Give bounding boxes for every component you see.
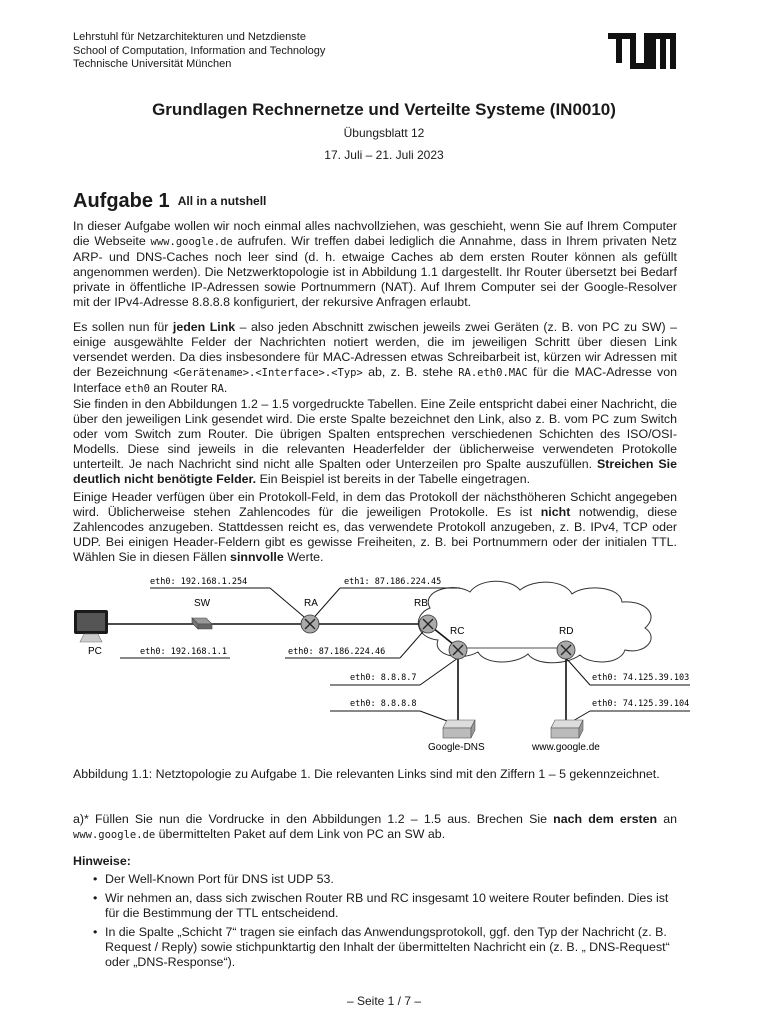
rb-label: RB: [414, 598, 428, 609]
sheet-number: Übungsblatt 12: [343, 126, 425, 140]
router-rd-icon: [557, 641, 575, 659]
ra-label: RA: [304, 598, 318, 609]
chair-name: Lehrstuhl für Netzarchitekturen und Netzdienste: [73, 31, 306, 43]
sheet-dates: 17. Juli – 21. Juli 2023: [324, 148, 444, 162]
rb-eth1-address: eth1: 87.186.224.45: [344, 577, 442, 587]
pc-label: PC: [88, 646, 102, 657]
tum-logo: [608, 33, 676, 69]
task-heading: [73, 190, 266, 213]
institution-header: [73, 31, 325, 72]
hints-list: [93, 872, 677, 974]
rd-label: RD: [559, 626, 574, 637]
dns-server-label: Google-DNS: [428, 742, 485, 753]
router-rc-icon: [449, 641, 467, 659]
router-rb-icon: [419, 615, 437, 633]
ra-eth0-address: eth0: 192.168.1.254: [150, 577, 248, 587]
hint-item: • In die Spalte „Schicht 7“ tragen sie einfach das Anwendungsprotokoll, ggf. den Typ der Nachricht (z. B. Request / Reply) sowie stichpunktartig den Inhalt der übermittelten Nachricht ein (z. B. „ DNS-Request“ oder „DNS-Response“).: [93, 925, 677, 970]
code-domain: www.google.de: [150, 236, 233, 248]
pc-monitor-icon: [74, 610, 108, 642]
school-name: School of Computation, Information and Technology: [73, 44, 326, 57]
web-eth0-address-a: eth0: 74.125.39.103: [592, 673, 690, 683]
question-a: a)* Füllen Sie nun die Vordrucke in den Abbildungen 1.2 – 1.5 aus. Brechen Sie nach dem ersten an www.google.de übermittelten Paket auf dem Link von PC an SW ab.: [73, 812, 677, 841]
web-server-label: www.google.de: [532, 742, 600, 753]
figure-caption: Abbildung 1.1: Netztopologie zu Aufgabe 1. Die relevanten Links sind mit den Ziffern 1 – 5 gekennzeichnet.: [73, 767, 660, 781]
network-topology-diagram: [60, 570, 710, 760]
task-subtitle: All in a nutshell: [177, 194, 267, 208]
switch-icon: [192, 618, 212, 629]
page-number: – Seite 1 / 7 –: [346, 994, 422, 1008]
dns-eth0-address-b: eth0: 8.8.8.8: [350, 699, 417, 709]
hints-heading: Hinweise:: [73, 854, 131, 868]
router-ra-icon: [301, 615, 319, 633]
web-server-icon: [551, 720, 583, 738]
rb-eth0-address: eth0: 87.186.224.46: [288, 647, 386, 657]
task-label: Aufgabe 1: [73, 190, 170, 212]
link-paragraph: Es sollen nun für jeden Link – also jeden Abschnitt zwischen jeweils zwei Geräten (z. B. von PC zu SW) – einige ausgewählte Felder der Nachrichten notiert werden, die im jeweiligen Schritt über diesen Link versendet werden. Da dies insbesondere für MAC-Adressen etwas Schreibarbeit ist, kürzen wir Adressen mit der Bezeichnung <Gerätename>.<Interface>.<Typ> ab, z. B. stehe RA.eth0.MAC für die MAC-Adresse von Interface eth0 an Router RA. Sie finden in den Abbildungen 1.2 – 1.5 vorgedruckte Tabellen. Eine Zeile entspricht dabei einer Nachricht, die über den jeweiligen Link gesendet wird. Die erste Spalte bezeichnet den Link, also z. B. vom PC zum Switch oder vom Switch zum Router. Die übrigen Spalten entsprechen verschiedenen Schichten des ISO/OSI-Modells. Diese sind jeweils in die relevanten Headerfelder der üblicherweise verwendeten Protokolle unterteilt. Je nach Nachricht sind nicht alle Spalten oder Unterzeilen pro Spalte auszufüllen. Streichen Sie deutlich nicht benötigte Felder. Ein Beispiel ist bereits in der Tabelle eingetragen.: [73, 320, 678, 486]
dns-server-icon: [443, 720, 475, 738]
hint-item: • Wir nehmen an, dass sich zwischen Router RB und RC insgesamt 10 weitere Router befinden. Dies ist für die Bestimmung der TTL entscheidend.: [93, 891, 677, 921]
pc-eth0-address: eth0: 192.168.1.1: [140, 647, 227, 657]
dns-eth0-address-a: eth0: 8.8.8.7: [350, 673, 417, 683]
sw-label: SW: [194, 598, 211, 609]
intro-paragraph: In dieser Aufgabe wollen wir noch einmal alles nachvollziehen, was geschieht, wenn Sie auf Ihrem Computer die Webseite www.google.de aufrufen. Wir treffen dabei lediglich die Annahme, dass in Ihrem privaten Netz ARP- und DNS-Caches noch leer sind (d. h. etwaige Caches ab dem ersten Router können als gefüllt angenommen werden). Die Netzwerktopologie ist in Abbildung 1.1 dargestellt. Ihr Router übersetzt bei Bedarf private in öffentliche IP-Adressen sowie Portnummern (NAT). Auf Ihrem Computer sei der Google-Resolver mit der IPv4-Adresse 8.8.8.8 konfiguriert, der rekursive Anfragen erlaubt.: [73, 219, 677, 309]
web-eth0-address-b: eth0: 74.125.39.104: [592, 699, 690, 709]
protocol-paragraph: Einige Header verfügen über ein Protokoll-Feld, in dem das Protokoll der nächsthöheren Schicht angegeben wird. Üblicherweise stehen Zahlencodes für die jeweiligen Protokolle. Es ist nicht notwendig, diese Zahlencodes anzugeben. Stattdessen reicht es, das verwendete Protokoll anzugeben, z. B. IPv4, TCP oder UDP. Bei einigen Header-Feldern gibt es gewisse Freiheiten, z. B. bei Portnummern oder der initialen TTL. Wählen Sie in diesen Fällen sinnvolle Werte.: [73, 490, 677, 564]
course-title: Grundlagen Rechnernetze und Verteilte Systeme (IN0010): [152, 100, 616, 119]
hint-item: • Der Well-Known Port für DNS ist UDP 53.: [93, 872, 677, 887]
rc-label: RC: [450, 626, 465, 637]
university-name: Technische Universität München: [73, 58, 232, 70]
